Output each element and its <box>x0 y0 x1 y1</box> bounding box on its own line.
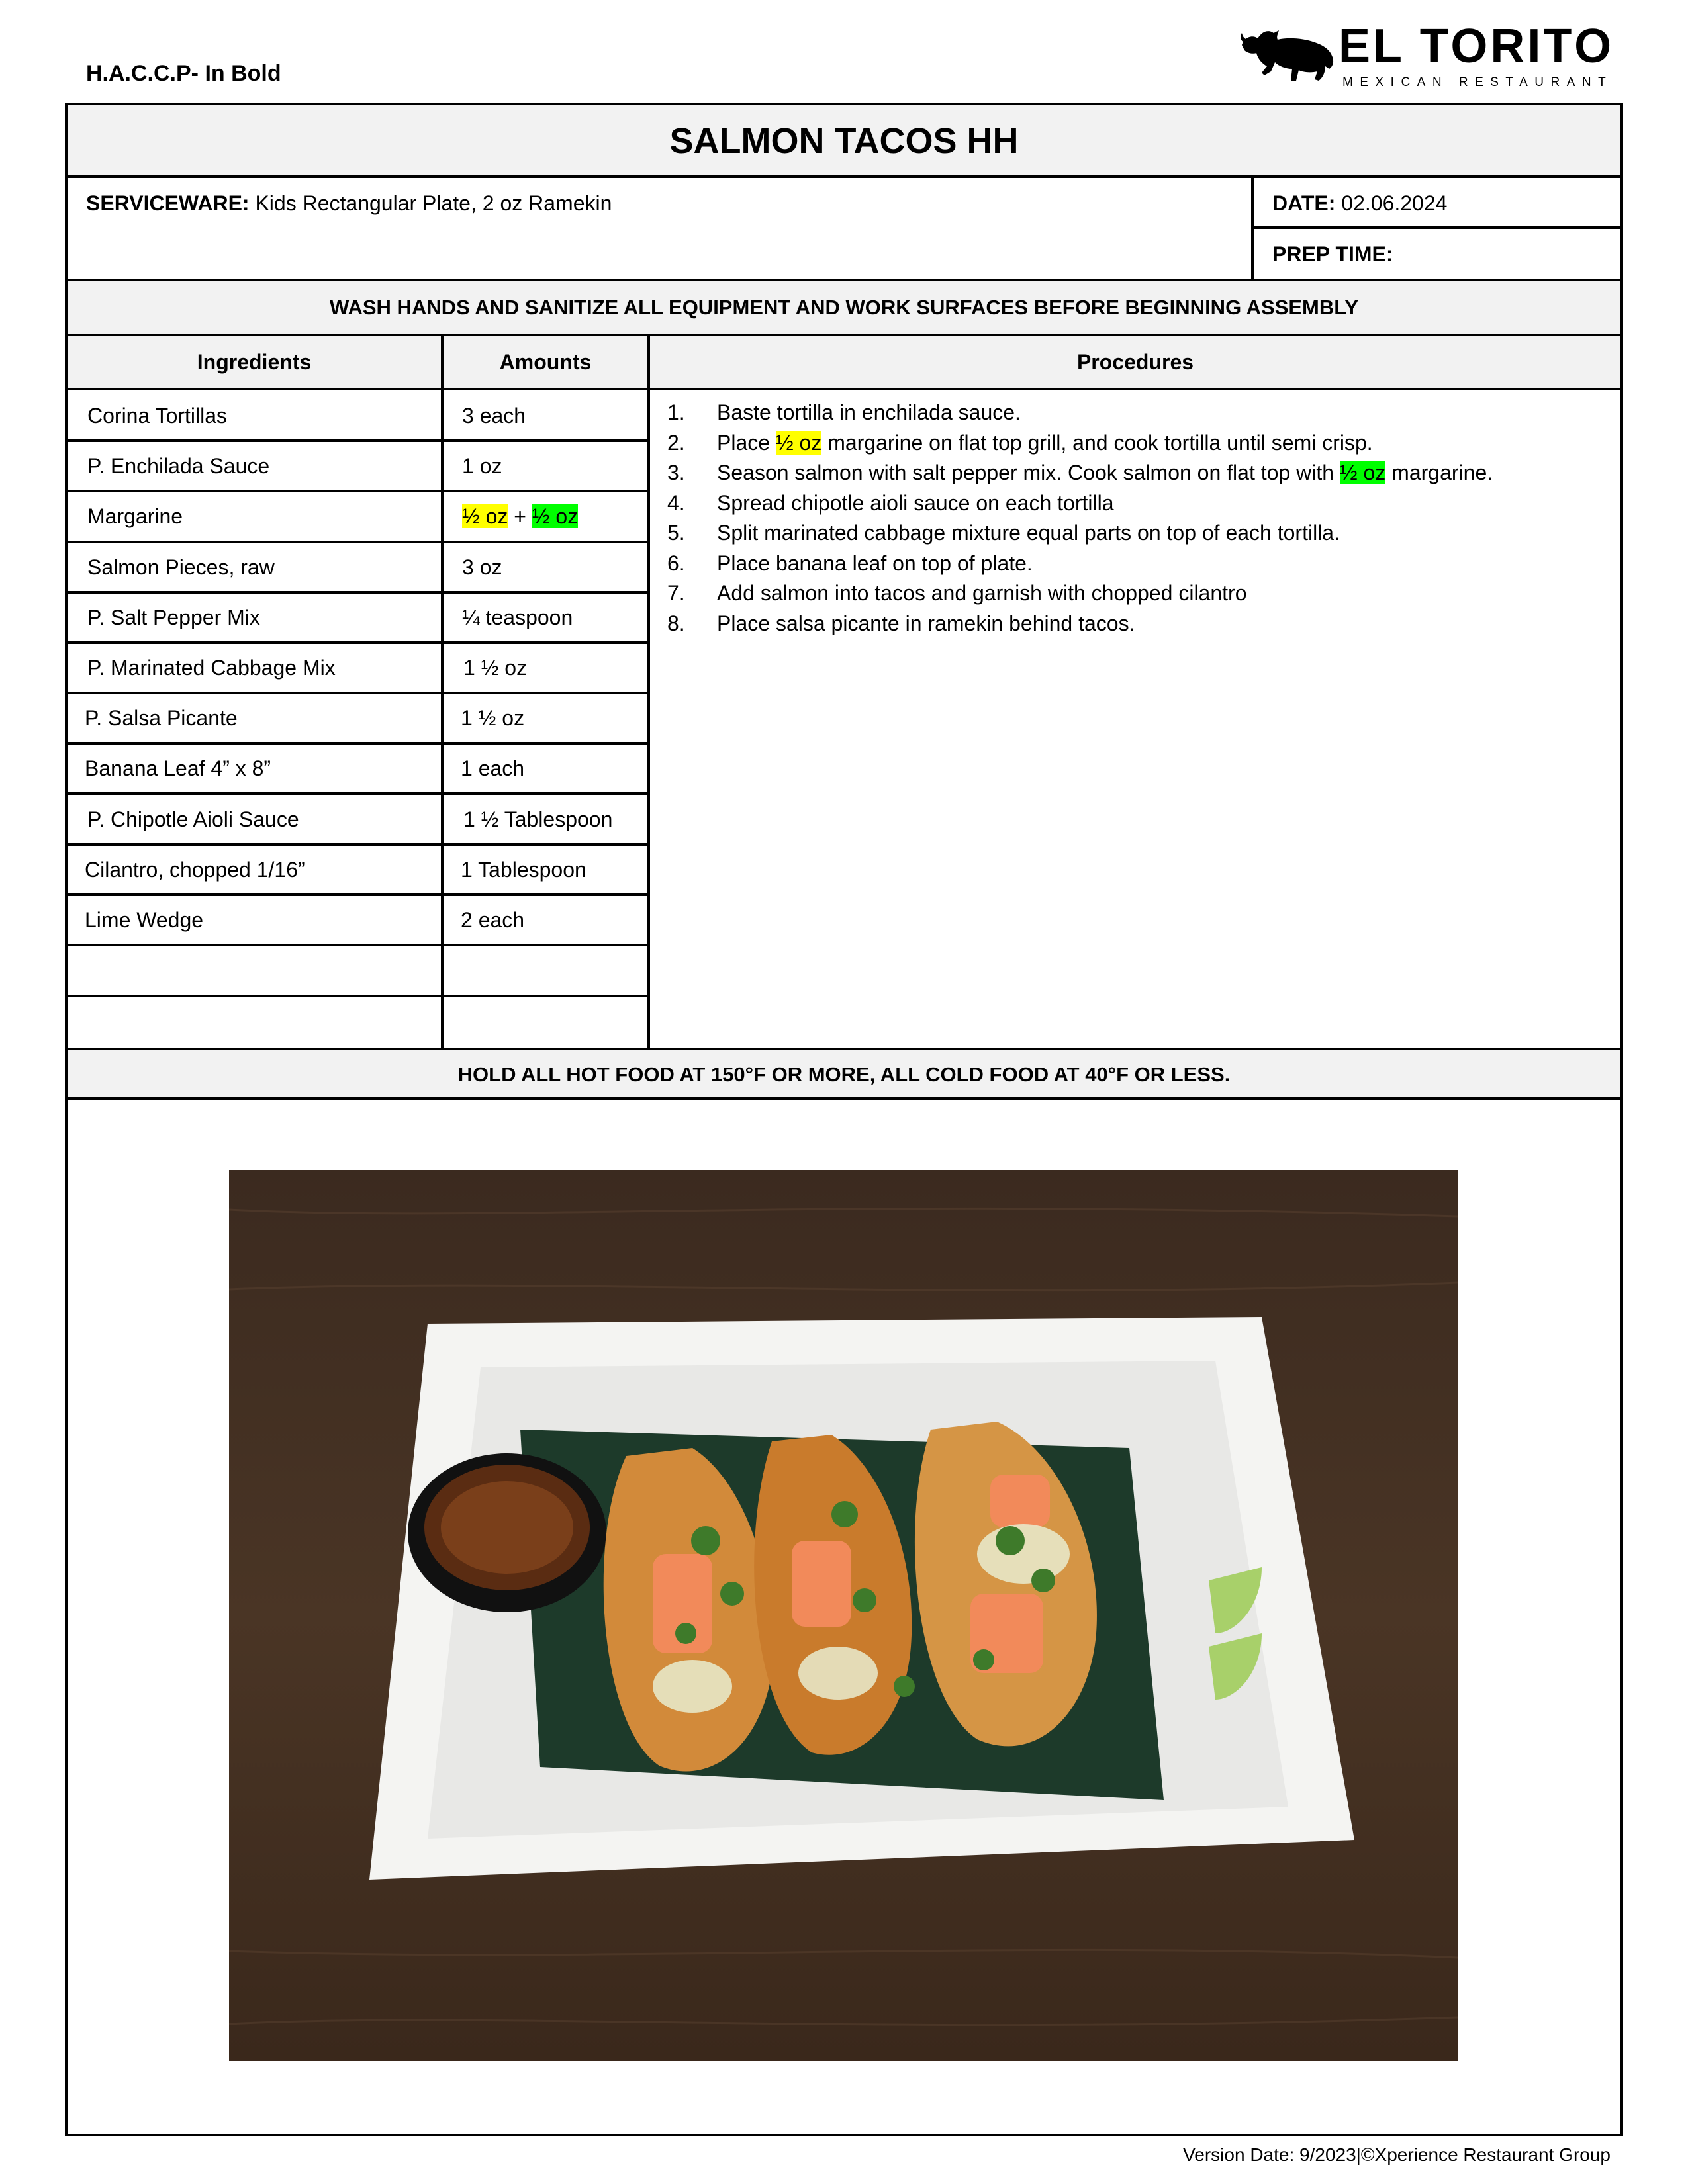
procedure-step <box>667 428 1607 459</box>
step-number: 3. <box>667 461 685 484</box>
step-number: 8. <box>667 611 685 635</box>
ingredient-name: P. Salsa Picante <box>85 706 238 730</box>
step-number: 2. <box>667 430 685 455</box>
ingredient-amount: 3 oz <box>462 555 502 579</box>
serviceware-label: SERVICEWARE: <box>86 191 250 215</box>
procedure-step <box>667 398 1607 428</box>
procedure-step <box>667 609 1607 639</box>
procedures-list <box>667 398 1607 639</box>
rule <box>65 1048 1623 1050</box>
ingredient-amount: 3 each <box>462 404 526 428</box>
step-number: 1. <box>667 400 685 424</box>
ingredient-amount: 1 ½ oz <box>463 656 528 680</box>
serviceware-value: Kids Rectangular Plate, 2 oz Ramekin <box>249 191 612 215</box>
haccp-note: H.A.C.C.P- In Bold <box>86 61 281 86</box>
highlighted-amount: ½ oz <box>532 504 579 528</box>
tacos <box>604 1422 1097 1772</box>
rule <box>65 175 1623 178</box>
ingredient-amount: 2 each <box>461 908 525 932</box>
step-text: Spread chipotle aioli sauce on each tortilla <box>717 490 1114 515</box>
ingredient-amount: 1 Tablespoon <box>461 858 586 882</box>
date-value: 02.06.2024 <box>1335 191 1448 215</box>
ramekin <box>408 1453 606 1612</box>
hold-temperature-banner: HOLD ALL HOT FOOD AT 150°F OR MORE, ALL COLD FOOD AT 40°F OR LESS. <box>68 1050 1620 1099</box>
highlighted-amount: ½ oz <box>1339 461 1386 484</box>
ingredient-name: Corina Tortillas <box>87 404 228 428</box>
procedure-step <box>667 549 1607 579</box>
rule <box>1251 177 1254 280</box>
step-text: Season salmon with salt pepper mix. Cook salmon on flat top with ½ oz margarine. <box>717 461 1493 484</box>
el-torito-logo <box>1238 20 1628 89</box>
rule <box>65 334 1623 336</box>
ingredient-name: Lime Wedge <box>85 908 204 932</box>
procedures-header: Procedures <box>650 336 1620 388</box>
ingredient-amount: ¼ teaspoon <box>462 606 573 629</box>
procedure-step <box>667 458 1607 488</box>
procedure-step <box>667 488 1607 519</box>
ingredient-name: Cilantro, chopped 1/16” <box>85 858 305 882</box>
amount-plus: + <box>508 504 532 528</box>
highlighted-amount: ½ oz <box>462 504 508 528</box>
step-number: 7. <box>667 581 685 605</box>
recipe-title: SALMON TACOS HH <box>68 105 1620 177</box>
ingredient-name: P. Salt Pepper Mix <box>87 606 260 629</box>
step-text: Add salmon into tacos and garnish with chopped cilantro <box>717 581 1247 605</box>
ingredient-amount: 1 ½ Tablespoon <box>463 807 613 831</box>
amounts-header: Amounts <box>444 336 647 388</box>
highlighted-amount: ½ oz <box>775 430 822 455</box>
step-text: Baste tortilla in enchilada sauce. <box>717 400 1021 424</box>
logo-tagline: MEXICAN RESTAURANT <box>1342 75 1613 89</box>
date-label: DATE: <box>1272 191 1336 215</box>
ingredient-amount: 1 each <box>461 756 525 780</box>
date-field <box>1272 190 1447 216</box>
rule <box>65 279 1623 281</box>
ingredient-name: Margarine <box>87 504 183 528</box>
ingredient-name: Salmon Pieces, raw <box>87 555 275 579</box>
rule <box>1251 226 1623 229</box>
step-text: Place banana leaf on top of plate. <box>717 551 1033 575</box>
ingredient-name: P. Marinated Cabbage Mix <box>87 656 336 680</box>
ingredient-name: Banana Leaf 4” x 8” <box>85 756 271 780</box>
step-number: 4. <box>667 490 685 515</box>
step-number: 5. <box>667 521 685 545</box>
ingredient-amount: 1 oz <box>462 454 502 478</box>
ingredient-name: P. Chipotle Aioli Sauce <box>87 807 299 831</box>
step-text: Split marinated cabbage mixture equal parts on top of each tortilla. <box>717 521 1340 545</box>
ingredient-name: P. Enchilada Sauce <box>87 454 270 478</box>
procedure-step <box>667 518 1607 549</box>
procedure-step <box>667 578 1607 609</box>
dish-photo <box>229 1170 1458 2061</box>
ingredient-amount: 1 ½ oz <box>461 706 525 730</box>
step-text: Place ½ oz margarine on flat top grill, and cook tortilla until semi crisp. <box>717 430 1373 455</box>
rule <box>65 388 1623 390</box>
bull-icon <box>1238 25 1337 85</box>
wash-hands-banner: WASH HANDS AND SANITIZE ALL EQUIPMENT AND WORK SURFACES BEFORE BEGINNING ASSEMBLY <box>68 281 1620 334</box>
rule <box>65 1097 1623 1100</box>
version-footer: Version Date: 9/2023|©Xperience Restaurant Group <box>1183 2144 1611 2165</box>
serviceware-field <box>86 190 612 216</box>
logo-wordmark: EL TORITO <box>1338 20 1615 73</box>
ingredients-header: Ingredients <box>68 336 441 388</box>
ingredient-amount <box>462 503 578 529</box>
prep-time-label: PREP TIME: <box>1272 242 1393 266</box>
step-text: Place salsa picante in ramekin behind tacos. <box>717 611 1135 635</box>
step-number: 6. <box>667 551 685 575</box>
